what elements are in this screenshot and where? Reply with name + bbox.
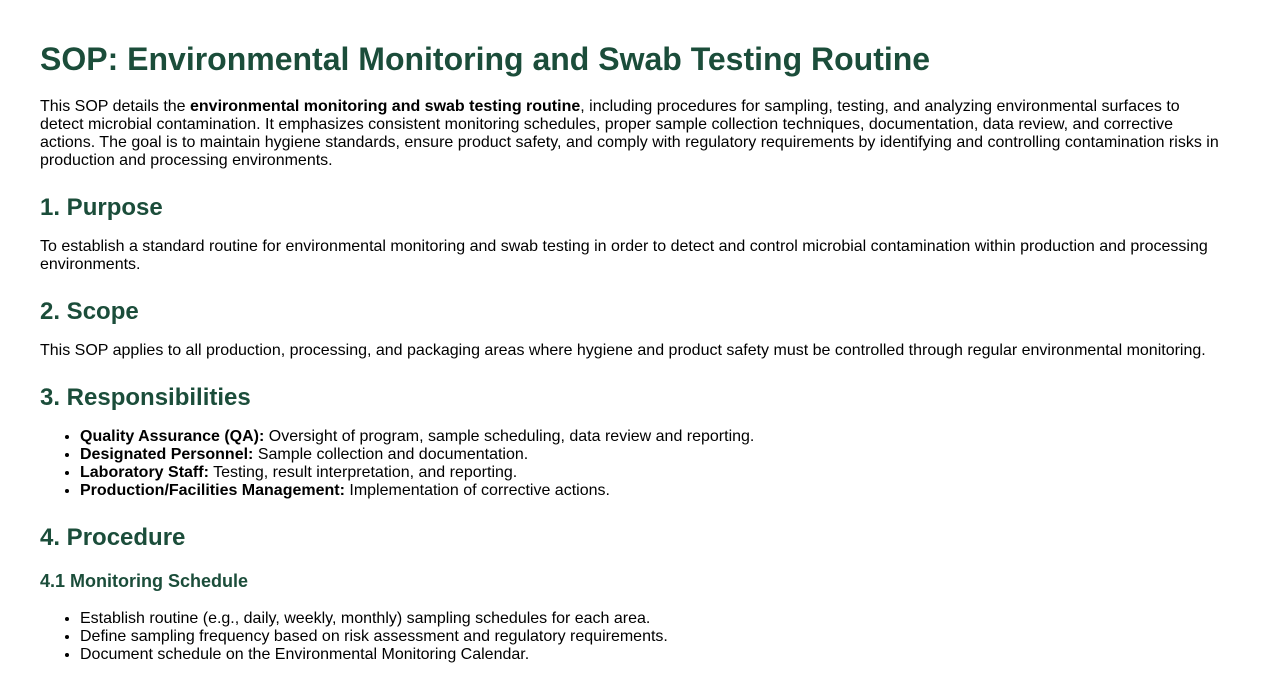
monitoring-schedule-heading: 4.1 Monitoring Schedule: [40, 571, 249, 591]
scope-body: This SOP applies to all production, processing, and packaging areas where hygiene and product safety must be controlled through regular environmental monitoring.: [40, 342, 1206, 359]
role-label: Designated Personnel:: [80, 446, 254, 463]
list-item: • Document schedule on the Environmental Monitoring Calendar.: [80, 646, 1223, 664]
responsibilities-heading: 3. Responsibilities: [40, 384, 251, 411]
list-item: [80, 482, 1223, 500]
list-item: • Define sampling frequency based on risk assessment and regulatory requirements.: [80, 628, 1223, 646]
role-duty: Sample collection and documentation.: [253, 446, 529, 463]
intro-suffix: , including procedures for sampling, testing, and analyzing environmental surfaces to detect microbial contamination. It emphasizes consistent monitoring schedules, proper sample collection techniques, documentation, data review, and corrective actions. The goal is to maintain hygiene standards, ensure product safety, and comply with regulatory requirements by identifying and controlling contamination risks in production and processing environments.: [40, 98, 1219, 169]
role-duty: Implementation of corrective actions.: [344, 482, 610, 499]
list-item: • Establish routine (e.g., daily, weekly, monthly) sampling schedules for each area.: [80, 610, 1223, 628]
list-item: [80, 464, 1223, 482]
role-label: Quality Assurance (QA):: [80, 428, 265, 445]
intro-paragraph: [40, 98, 1223, 170]
role-label: Laboratory Staff:: [80, 464, 209, 481]
purpose-heading: 1. Purpose: [40, 194, 163, 221]
monitoring-schedule-list: [40, 610, 1223, 664]
intro-prefix: This SOP details the: [40, 98, 190, 115]
scope-heading: 2. Scope: [40, 298, 139, 325]
page-title: SOP: Environmental Monitoring and Swab Testing Routine: [40, 41, 931, 77]
procedure-heading: 4. Procedure: [40, 524, 186, 551]
role-duty: Oversight of program, sample scheduling, data review and reporting.: [264, 428, 755, 445]
list-item: [80, 428, 1223, 446]
responsibilities-list: [40, 428, 1223, 500]
role-label: Production/Facilities Management:: [80, 482, 345, 499]
purpose-body: To establish a standard routine for environmental monitoring and swab testing in order to detect and control microbial contamination within production and processing environments.: [40, 238, 1208, 273]
intro-bold-phrase: environmental monitoring and swab testing routine: [190, 98, 581, 115]
list-item: [80, 446, 1223, 464]
role-duty: Testing, result interpretation, and reporting.: [208, 464, 518, 481]
